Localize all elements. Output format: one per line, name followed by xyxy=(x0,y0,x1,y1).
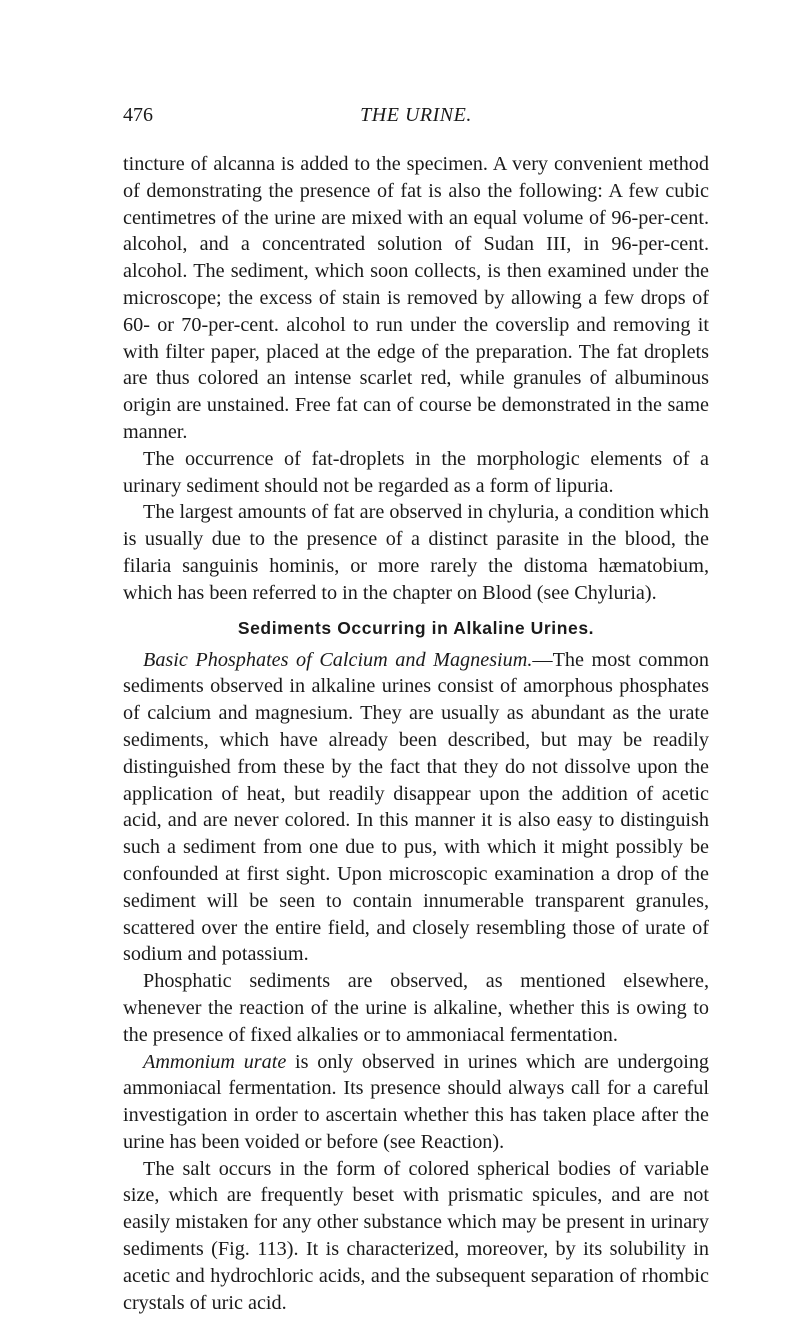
running-head: THE URINE. xyxy=(360,104,472,126)
paragraph-text: is only observed in urines which are undergoing ammoniacal fermentation. Its presence should always call for a careful investigation in order to ascertain whether this has taken place after the urine has been voided or before (see Reaction). xyxy=(123,1050,710,1153)
section-heading: Sediments Occurring in Alkaline Urines. xyxy=(237,617,595,638)
page-number: 476 xyxy=(123,104,153,126)
paragraph-fat-demonstration: tincture of alcanna is added to the specimen. A very convenient method of demonstrating the presence of fat is also the following: A few cubic centimetres of the urine are mixed with an equal volume of 96-per-cent. alcohol, and a concentrated solution of Sudan III, in 96-per-cent. alcohol. The sediment, which soon collects, is then examined under the microscope; the excess of stain is removed by allowing a few drops of 60- or 70-per-cent. alcohol to run under the coverslip and removing it with filter paper, placed at the edge of the preparation. The fat droplets are thus colored an intense scarlet red, while granules of albuminous origin are unstained. Free fat can of course be demonstrated in the same manner. xyxy=(123,153,709,443)
body-text xyxy=(123,151,709,1316)
paragraph-basic-phosphates xyxy=(123,647,709,969)
run-in-heading-basic-phosphates: Basic Phosphates of Calcium and Magnesium. xyxy=(143,648,533,671)
paragraph-lipuria: The occurrence of fat-droplets in the morphologic elements of a urinary sediment should not be regarded as a form of lipuria. xyxy=(123,447,709,497)
paragraph-salt-form: The salt occurs in the form of colored spherical bodies of variable size, which are frequently beset with prismatic spicules, and are not easily mistaken for any other substance which may be present in urinary sediments (Fig. 113). It is characterized, moreover, by its solubility in acetic and hydrochloric acids, and the subsequent separation of rhombic crystals of uric acid. xyxy=(123,1157,709,1314)
paragraph-ammonium-urate xyxy=(123,1049,709,1156)
paragraph-chyluria: The largest amounts of fat are observed in chyluria, a condition which is usually due to the presence of a distinct parasite in the blood, the filaria sanguinis hominis, or more rarely the distoma hæmatobium, which has been referred to in the chapter on Blood (see Chyluria). xyxy=(123,501,709,604)
paragraph-text: —The most common sediments observed in alkaline urines consist of amorphous phosphates of calcium and magnesium. They are usually as abundant as the urate sediments, which have already been described, but may be readily distinguished from these by the fact that they do not dissolve upon the application of heat, but readily disappear upon the addition of acetic acid, and are never colored. In this manner it is also easy to distinguish such a sediment from one due to pus, with which it might possibly be confounded at first sight. Upon microscopic examination a drop of the sediment will be seen to contain innumerable transparent granules, scattered over the entire field, and closely resembling those of urate of sodium and potassium. xyxy=(123,648,709,966)
paragraph-phosphatic-sediments: Phosphatic sediments are observed, as mentioned elsewhere, whenever the reaction of the urine is alkaline, whether this is owing to the presence of fixed alkalies or to ammoniacal fermentation. xyxy=(123,970,709,1046)
page-header xyxy=(123,104,709,134)
run-in-heading-ammonium-urate: Ammonium urate xyxy=(143,1050,287,1073)
